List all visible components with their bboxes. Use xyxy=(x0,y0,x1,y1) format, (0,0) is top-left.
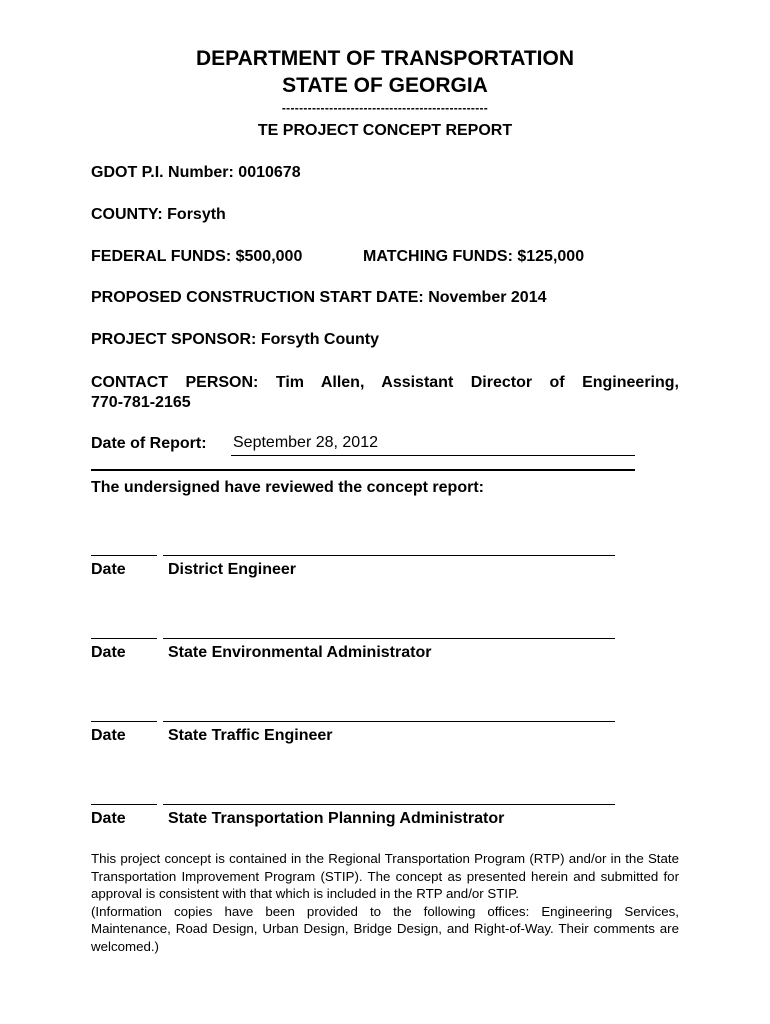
signature-line xyxy=(163,721,615,722)
header-separator: ------------------------------------------------ xyxy=(281,101,489,115)
signature-date-line xyxy=(91,721,157,722)
signature-line xyxy=(163,804,615,805)
county-value: Forsyth xyxy=(167,206,226,223)
signature-date-label: Date xyxy=(91,561,126,578)
county-field xyxy=(91,206,226,224)
signature-date-label: Date xyxy=(91,644,126,661)
federal-funds-label: FEDERAL FUNDS: xyxy=(91,248,232,265)
rtp-statement: This project concept is contained in the Regional Transportation Program (RTP) and/or in the State Transportation Improvement Program (STIP). The concept as presented herein and submitted for approval is consistent with that which is included in the RTP and/or STIP. xyxy=(91,851,679,901)
signature-role: State Traffic Engineer xyxy=(168,727,333,744)
signature-role: State Transportation Planning Administrator xyxy=(168,810,505,827)
sponsor-label: PROJECT SPONSOR: xyxy=(91,331,257,348)
contact-value: Tim Allen, Assistant Director of Engineering, xyxy=(275,374,679,391)
signature-role: District Engineer xyxy=(168,561,297,578)
matching-funds-field xyxy=(363,248,584,266)
signature-date-line xyxy=(91,638,157,639)
sponsor-value: Forsyth County xyxy=(260,331,380,348)
matching-funds-value: $125,000 xyxy=(517,248,585,265)
signature-line xyxy=(163,555,615,556)
department-title: DEPARTMENT OF TRANSPORTATION xyxy=(196,47,574,70)
federal-funds-field xyxy=(91,248,302,266)
state-title: STATE OF GEORGIA xyxy=(282,74,488,97)
signature-date-line xyxy=(91,804,157,805)
signature-date-label: Date xyxy=(91,810,126,827)
report-date-value: September 28, 2012 xyxy=(233,434,378,451)
pi-number-value: 0010678 xyxy=(238,164,301,181)
county-label: COUNTY: xyxy=(91,206,163,223)
information-copies-note: (Information copies have been provided to the following offices: Engineering Services, Maintenance, Road Design, Urban Design, Bridge Design, and Right-of-Way. Their comments are welcomed.) xyxy=(91,903,679,954)
section-divider xyxy=(91,469,635,471)
contact-phone: 770-781-2165 xyxy=(91,394,191,411)
start-date-value: November 2014 xyxy=(428,289,547,306)
contact-label: CONTACT PERSON: xyxy=(91,374,259,391)
federal-funds-value: $500,000 xyxy=(235,248,303,265)
start-date-field xyxy=(91,289,547,307)
pi-number-label: GDOT P.I. Number: xyxy=(91,164,234,181)
report-title: TE PROJECT CONCEPT REPORT xyxy=(257,122,513,139)
report-date-label: Date of Report: xyxy=(91,435,207,452)
signature-date-line xyxy=(91,555,157,556)
footer-notes xyxy=(91,850,679,955)
pi-number-field xyxy=(91,164,301,182)
sponsor-field xyxy=(91,331,379,349)
report-date-underline xyxy=(231,455,635,456)
signature-role: State Environmental Administrator xyxy=(168,644,432,661)
review-statement: The undersigned have reviewed the concept report: xyxy=(91,479,484,496)
start-date-label: PROPOSED CONSTRUCTION START DATE: xyxy=(91,289,424,306)
signature-line xyxy=(163,638,615,639)
matching-funds-label: MATCHING FUNDS: xyxy=(363,248,513,265)
contact-field xyxy=(91,373,679,393)
signature-date-label: Date xyxy=(91,727,126,744)
